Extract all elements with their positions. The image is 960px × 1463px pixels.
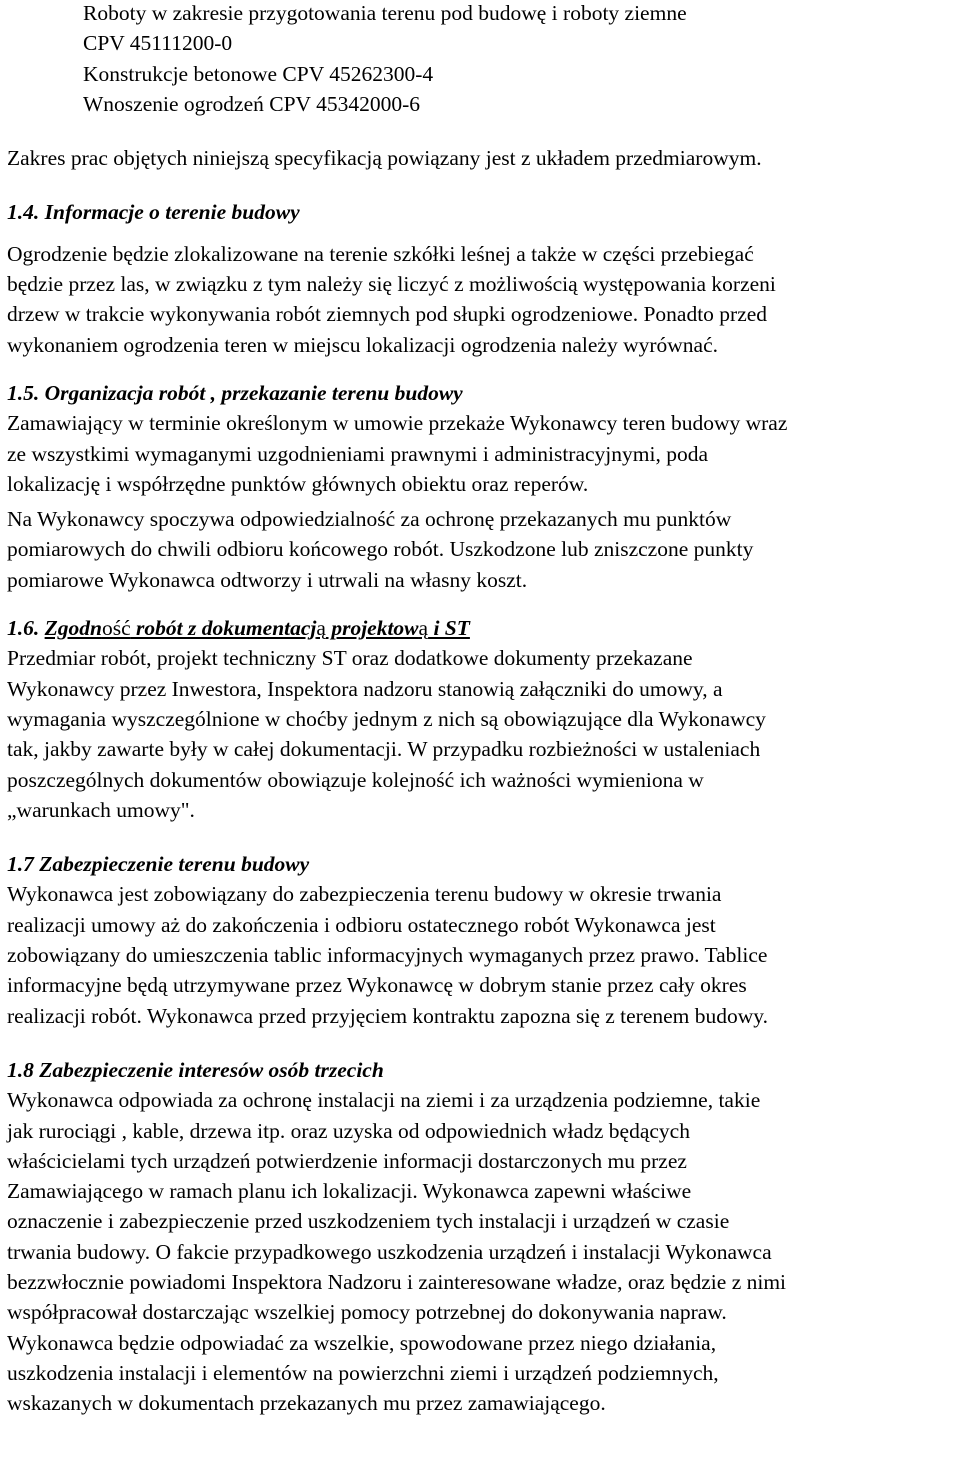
section-number: 1.6. — [7, 616, 40, 641]
paragraph-line: Zamawiającego w ramach planu ich lokalizacji. Wykonawca zapewni właściwe — [7, 1179, 692, 1204]
paragraph-line: Zamawiający w terminie określonym w umowie przekaże Wykonawcy teren budowy wraz — [7, 411, 788, 436]
section-title-part: ość — [101, 616, 131, 641]
paragraph-line: informacyjne będą utrzymywane przez Wykonawcę w dobrym stanie przez cały okres — [7, 973, 747, 998]
paragraph-line: jak rurociągi , kable, drzewa itp. oraz uzyska od odpowiednich władz będących — [7, 1118, 690, 1143]
paragraph-line: pomiarowe Wykonawca odtworzy i utrwali na własny koszt. — [7, 567, 528, 592]
paragraph-line: Na Wykonawcy spoczywa odpowiedzialność za ochronę przekazanych mu punktów — [7, 507, 732, 532]
cpv-line: Wnoszenie ogrodzeń CPV 45342000-6 — [83, 91, 420, 116]
cpv-line: Roboty w zakresie przygotowania terenu pod budowę i roboty ziemne — [83, 1, 687, 25]
section-heading — [7, 849, 957, 879]
paragraph-line: będzie przez las, w związku z tym należy się liczyć z możliwością występowania korzeni — [7, 272, 776, 297]
paragraph-line: zobowiązany do umieszczenia tablic informacyjnych wymaganych przez prawo. Tablice — [7, 943, 768, 968]
paragraph-line: „warunkach umowy". — [7, 797, 195, 822]
paragraph-line: Wykonawca będzie odpowiadać za wszelkie, spowodowane przez niego działania, — [7, 1330, 717, 1355]
section-number: 1.5. — [7, 380, 40, 405]
paragraph-line: wymagania wyszczególnione w choćby jednym z nich są obowiązujące dla Wykonawcy — [7, 706, 766, 731]
cpv-line: Konstrukcje betonowe CPV 45262300-4 — [83, 61, 434, 86]
paragraph-line: realizacji robót. Wykonawca przed przyjęciem kontraktu zapozna się z terenem budowy. — [7, 1003, 769, 1028]
section-1-6 — [7, 613, 957, 825]
section-1-4 — [7, 197, 957, 359]
paragraph-line: wskazanych w dokumentach przekazanych mu przez zamawiającego. — [7, 1391, 606, 1416]
paragraph-line: Wykonawcy przez Inwestora, Inspektora nadzoru stanowią załączniki do umowy, a — [7, 676, 723, 701]
section-title-part: projektow — [325, 616, 419, 641]
section-number: 1.4. — [7, 200, 40, 225]
document-page — [7, 0, 957, 1418]
section-1-7 — [7, 849, 957, 1031]
section-number: 1.7 — [7, 852, 34, 877]
section-heading — [7, 197, 957, 227]
paragraph-line: Wykonawca jest zobowiązany do zabezpieczenia terenu budowy w okresie trwania — [7, 882, 722, 907]
section-title: Organizacja robót , przekazanie terenu budowy — [44, 380, 463, 405]
paragraph-line: Ogrodzenie będzie zlokalizowane na terenie szkółki leśnej a także w części przebiegać — [7, 241, 754, 266]
cpv-line: CPV 45111200-0 — [83, 31, 233, 56]
section-title-part: Zgodn — [44, 616, 102, 641]
paragraph-line: współpracował dostarczając wszelkiej pomocy potrzebnej do dokonywania napraw. — [7, 1300, 727, 1325]
section-title-part: robót z dokumentacj — [130, 616, 317, 641]
paragraph-line: poszczególnych dokumentów obowiązuje kolejność ich ważności wymieniona w — [7, 767, 704, 792]
section-title: Zabezpieczenie interesów osób trzecich — [39, 1057, 384, 1082]
paragraph-line: Wykonawca odpowiada za ochronę instalacji na ziemi i za urządzenia podziemne, takie — [7, 1088, 761, 1113]
section-title: Informacje o terenie budowy — [44, 200, 300, 225]
section-1-5 — [7, 378, 957, 595]
section-number: 1.8 — [7, 1057, 34, 1082]
paragraph-line: wykonaniem ogrodzenia teren w miejscu lokalizacji ogrodzenia należy wyrównać. — [7, 332, 719, 357]
section-title-part: ą — [316, 616, 326, 641]
cpv-header — [7, 0, 957, 119]
paragraph-line: lokalizację i współrzędne punktów głównych obiektu oraz reperów. — [7, 471, 589, 496]
paragraph-line: tak, jakby zawarte były w całej dokumentacji. W przypadku rozbieżności w ustaleniach — [7, 737, 761, 762]
paragraph-line: trwania budowy. O fakcie przypadkowego uszkodzenia urządzeń i instalacji Wykonawca — [7, 1239, 772, 1264]
paragraph-line: bezzwłocznie powiadomi Inspektora Nadzoru i zainteresowane władze, oraz będzie z nimi — [7, 1269, 787, 1294]
paragraph-line: właścicielami tych urządzeń potwierdzenie informacji dostarczonych mu przez — [7, 1148, 687, 1173]
section-title: Zabezpieczenie terenu budowy — [39, 852, 310, 877]
section-1-8 — [7, 1055, 957, 1419]
paragraph-line: uszkodzenia instalacji i elementów na powierzchni ziemi i urządzeń podziemnych, — [7, 1360, 719, 1385]
section-heading — [7, 378, 957, 408]
paragraph-line: Przedmiar robót, projekt techniczny ST oraz dodatkowe dokumenty przekazane — [7, 646, 693, 671]
section-title-part: i ST — [428, 616, 470, 641]
paragraph-line: pomiarowych do chwili odbioru końcowego robót. Uszkodzone lub zniszczone punkty — [7, 537, 754, 562]
section-heading — [7, 613, 957, 643]
section-heading — [7, 1055, 957, 1085]
paragraph-line: ze wszystkimi wymaganymi uzgodnieniami prawnymi i administracyjnymi, poda — [7, 441, 708, 466]
paragraph-line: drzew w trakcie wykonywania robót ziemnych pod słupki ogrodzeniowe. Ponadto przed — [7, 302, 768, 327]
intro-paragraph: Zakres prac objętych niniejszą specyfikacją powiązany jest z układem przedmiarowym. — [7, 146, 762, 171]
paragraph-line: oznaczenie i zabezpieczenie przed uszkodzeniem tych instalacji i urządzeń w czasie — [7, 1209, 730, 1234]
section-title-part: ą — [418, 616, 429, 641]
paragraph-line: realizacji umowy aż do zakończenia i odbioru ostatecznego robót Wykonawca jest — [7, 912, 716, 937]
